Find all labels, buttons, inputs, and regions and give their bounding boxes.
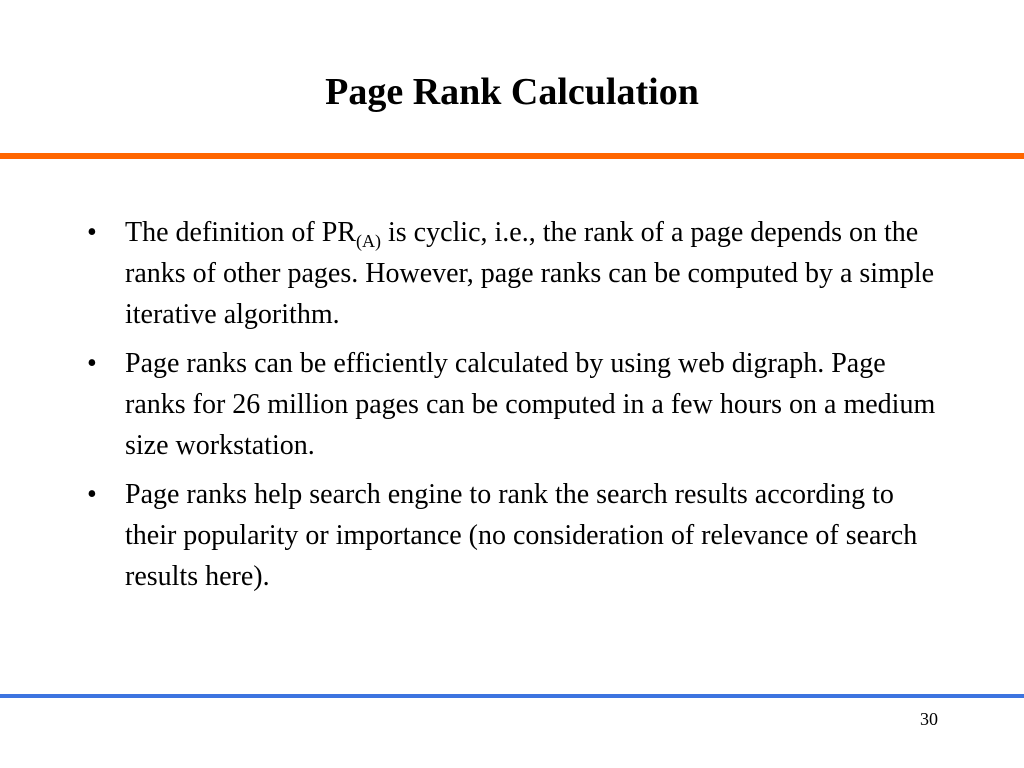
bullet-icon: • xyxy=(87,217,97,248)
bullet-1-text-after: is cyclic, i.e., the rank of a page depends on the ranks of other pages. However, page ranks can be computed by a simple iterative algorithm. xyxy=(125,217,935,330)
page-number: 30 xyxy=(920,709,938,729)
bullet-1-text-before: The definition of PR xyxy=(125,217,356,248)
bullet-icon: • xyxy=(87,348,97,379)
bullet-3-text: Page ranks help search engine to rank the search results according to their popularity or importance (no consideration of relevance of search results here). xyxy=(125,479,918,592)
footer-divider-blue xyxy=(0,694,1024,698)
bullet-item-3 xyxy=(84,474,944,597)
title-divider-orange xyxy=(0,153,1024,159)
bullet-list xyxy=(84,212,944,605)
bullet-item-1 xyxy=(84,212,944,335)
bullet-item-2 xyxy=(84,343,944,466)
bullet-2-text: Page ranks can be efficiently calculated by using web digraph. Page ranks for 26 million pages can be computed in a few hours on a medium size workstation. xyxy=(125,348,936,461)
bullet-1-subscript: (A) xyxy=(355,231,381,251)
slide-title: Page Rank Calculation xyxy=(325,71,699,113)
bullet-icon: • xyxy=(87,479,97,510)
